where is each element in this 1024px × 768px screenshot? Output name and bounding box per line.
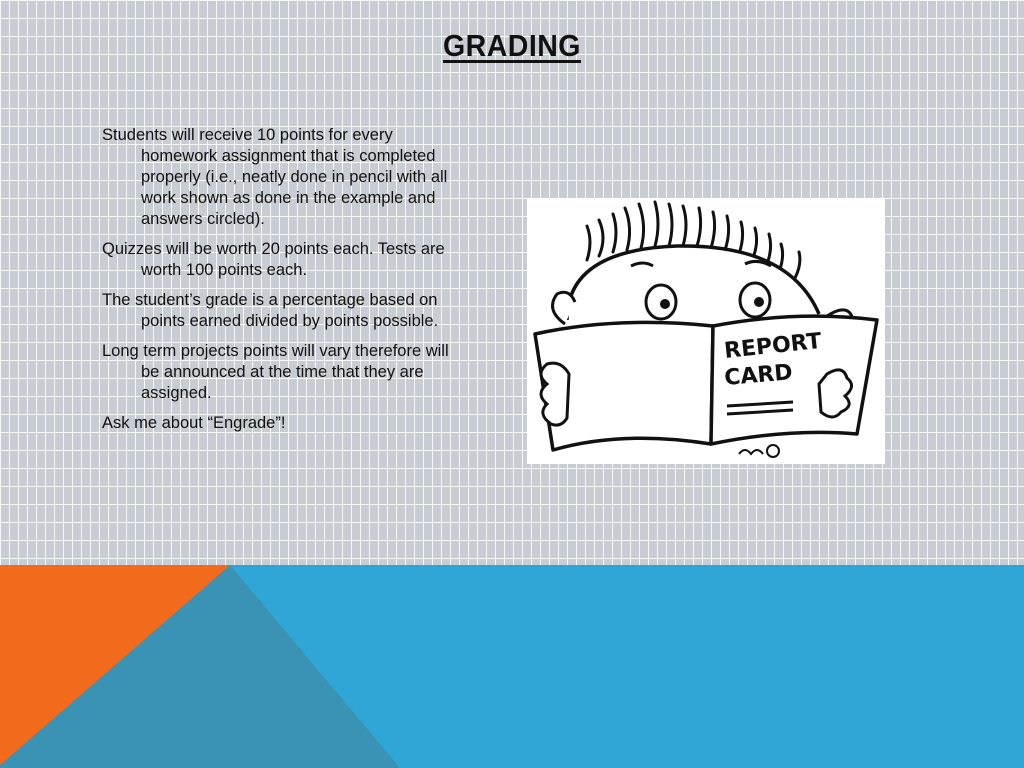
report-card-clipart xyxy=(527,198,885,464)
clipart-text-card: CARD xyxy=(723,360,794,391)
bullet-engrade: Ask me about “Engrade”! xyxy=(102,414,286,432)
report-card-illustration xyxy=(527,198,885,464)
right-pupil xyxy=(754,297,764,307)
bullet-homework: Students will receive 10 points for every homework assignment that is completed properly (i.e., neatly done in pencil with all work shown as done in the example and answers circled). xyxy=(102,126,448,228)
bullet-list xyxy=(102,125,452,443)
left-pupil xyxy=(660,299,670,309)
bullet-quizzes-tests: Quizzes will be worth 20 points each. Tests are worth 100 points each. xyxy=(102,240,445,279)
bullet-long-term-projects: Long term projects points will vary therefore will be announced at the time that they are assigned. xyxy=(102,342,449,402)
footer-band xyxy=(0,565,1024,768)
footer-graphic xyxy=(0,565,1024,768)
copyright-mark-icon xyxy=(767,445,779,457)
slide-title: GRADING xyxy=(443,28,581,63)
artist-signature xyxy=(739,450,763,454)
right-hand xyxy=(819,370,852,417)
bullet-grade-percentage: The student’s grade is a percentage based on points earned divided by points possible. xyxy=(102,291,439,330)
left-hand xyxy=(541,363,569,425)
clipart-text-report: REPORT xyxy=(723,328,823,364)
